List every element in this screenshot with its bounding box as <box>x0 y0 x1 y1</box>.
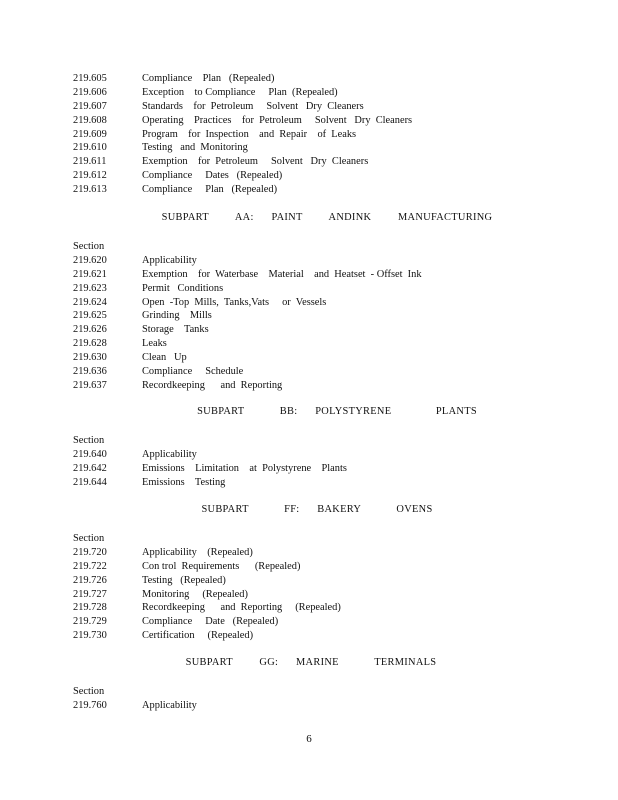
section-title: Emissions Testing <box>142 476 226 488</box>
toc-entry <box>73 296 618 310</box>
section-title: Exemption for Waterbase Material and Heatset - Offset Ink <box>142 268 422 280</box>
section-number: 219.760 <box>73 699 107 711</box>
section-title: Compliance Date (Repealed) <box>142 616 279 628</box>
section-label: Section <box>73 533 105 544</box>
subpart-heading: SUBPART BB: POLYSTYRENE PLANTS <box>197 406 477 417</box>
toc-entry <box>73 86 618 100</box>
section-number: 219.642 <box>73 462 107 474</box>
section-number: 219.722 <box>73 560 107 572</box>
section-title: Recordkeeping and Reporting (Repealed) <box>142 602 341 614</box>
subpart-heading: SUBPART FF: BAKERY OVENS <box>201 504 433 515</box>
section-title: Applicability <box>142 699 197 711</box>
toc-entry <box>73 268 618 282</box>
toc-entry <box>73 601 618 615</box>
toc-entry <box>73 365 618 379</box>
toc-entry <box>73 323 618 337</box>
section-number: 219.720 <box>73 546 107 558</box>
section-title: Applicability <box>142 254 197 266</box>
toc-entry <box>73 574 618 588</box>
section-title: Applicability <box>142 448 197 460</box>
section-number: 219.640 <box>73 448 107 460</box>
section-title: Compliance Schedule <box>142 366 244 378</box>
section-title: Leaks <box>142 338 167 350</box>
toc-entry <box>73 337 618 351</box>
section-number: 219.625 <box>73 310 107 322</box>
section-label: Section <box>73 686 105 697</box>
section-title: Monitoring (Repealed) <box>142 588 248 600</box>
section-number: 219.624 <box>73 296 107 308</box>
toc-entry <box>73 448 618 462</box>
section-number: 219.729 <box>73 616 107 628</box>
toc-entry <box>73 155 618 169</box>
section-title: Grinding Mills <box>142 310 212 322</box>
section-title: Compliance Plan (Repealed) <box>142 184 278 196</box>
toc-entry <box>73 476 618 490</box>
section-number: 219.605 <box>73 73 107 84</box>
section-title: Standards for Petroleum Solvent Dry Cleaners <box>142 100 364 112</box>
section-title: Emissions Limitation at Polystyrene Plants <box>142 462 347 474</box>
toc-entry <box>73 351 618 365</box>
toc-group <box>73 685 618 713</box>
toc-entry <box>73 560 618 574</box>
section-title: Program for Inspection and Repair of Leaks <box>142 128 357 140</box>
section-number: 219.644 <box>73 476 107 488</box>
section-title: Compliance Plan (Repealed) <box>142 73 275 84</box>
section-number: 219.630 <box>73 352 107 364</box>
section-number: 219.612 <box>73 170 107 182</box>
toc-entry <box>73 114 618 128</box>
toc-entry <box>73 309 618 323</box>
section-number: 219.610 <box>73 142 107 154</box>
toc-entry <box>73 100 618 114</box>
section-title: Compliance Dates (Repealed) <box>142 170 283 182</box>
section-title: Recordkeeping and Reporting <box>142 379 283 391</box>
section-number: 219.621 <box>73 268 107 280</box>
section-number: 219.613 <box>73 184 107 196</box>
section-number: 219.623 <box>73 282 107 294</box>
section-number: 219.637 <box>73 379 107 391</box>
toc-entry <box>73 141 618 155</box>
section-title: Exception to Compliance Plan (Repealed) <box>142 86 338 98</box>
toc-entry <box>73 462 618 476</box>
subpart-heading: SUBPART GG: MARINE TERMINALS <box>185 657 437 668</box>
section-title: Testing and Monitoring <box>142 142 248 154</box>
section-title: Open -Top Mills, Tanks,Vats or Vessels <box>142 296 327 308</box>
section-number: 219.607 <box>73 100 107 112</box>
section-number: 219.727 <box>73 588 107 600</box>
toc-entry <box>73 128 618 142</box>
section-title: Storage Tanks <box>142 324 209 336</box>
page-number: 6 <box>306 733 312 745</box>
section-number: 219.726 <box>73 574 107 586</box>
section-number: 219.636 <box>73 366 107 378</box>
section-title: Clean Up <box>142 352 187 364</box>
section-title: Exemption for Petroleum Solvent Dry Cleaners <box>142 156 369 168</box>
toc-entry <box>73 379 618 393</box>
toc-entry <box>73 615 618 629</box>
toc-group <box>73 72 618 197</box>
toc-entry <box>73 72 618 86</box>
toc-entry <box>73 282 618 296</box>
toc-entry <box>73 546 618 560</box>
section-number: 219.628 <box>73 338 107 350</box>
section-label: Section <box>73 241 105 252</box>
subpart-heading: SUBPART AA: PAINT ANDINK MANUFACTURING <box>161 212 493 223</box>
toc-entry <box>73 183 618 197</box>
section-number: 219.611 <box>73 156 107 168</box>
section-number: 219.609 <box>73 128 107 140</box>
section-label: Section <box>73 435 105 446</box>
section-title: Permit Conditions <box>142 282 224 294</box>
toc-entry <box>73 254 618 268</box>
section-number: 219.608 <box>73 114 107 126</box>
section-number: 219.606 <box>73 86 107 98</box>
toc-entry <box>73 629 618 643</box>
section-title: Con trol Requirements (Repealed) <box>142 560 301 572</box>
section-title: Applicability (Repealed) <box>142 546 253 558</box>
section-title: Testing (Repealed) <box>142 574 226 586</box>
toc-entry <box>73 699 618 713</box>
section-number: 219.620 <box>73 254 107 266</box>
section-number: 219.626 <box>73 324 107 336</box>
toc-group <box>73 240 618 393</box>
toc-entry <box>73 169 618 183</box>
toc-entry <box>73 588 618 602</box>
section-number: 219.730 <box>73 630 107 642</box>
section-title: Certification (Repealed) <box>142 630 254 642</box>
toc-group <box>73 434 618 490</box>
section-number: 219.728 <box>73 602 107 614</box>
section-title: Operating Practices for Petroleum Solvent Dry Cleaners <box>142 114 413 126</box>
toc-group <box>73 532 618 643</box>
